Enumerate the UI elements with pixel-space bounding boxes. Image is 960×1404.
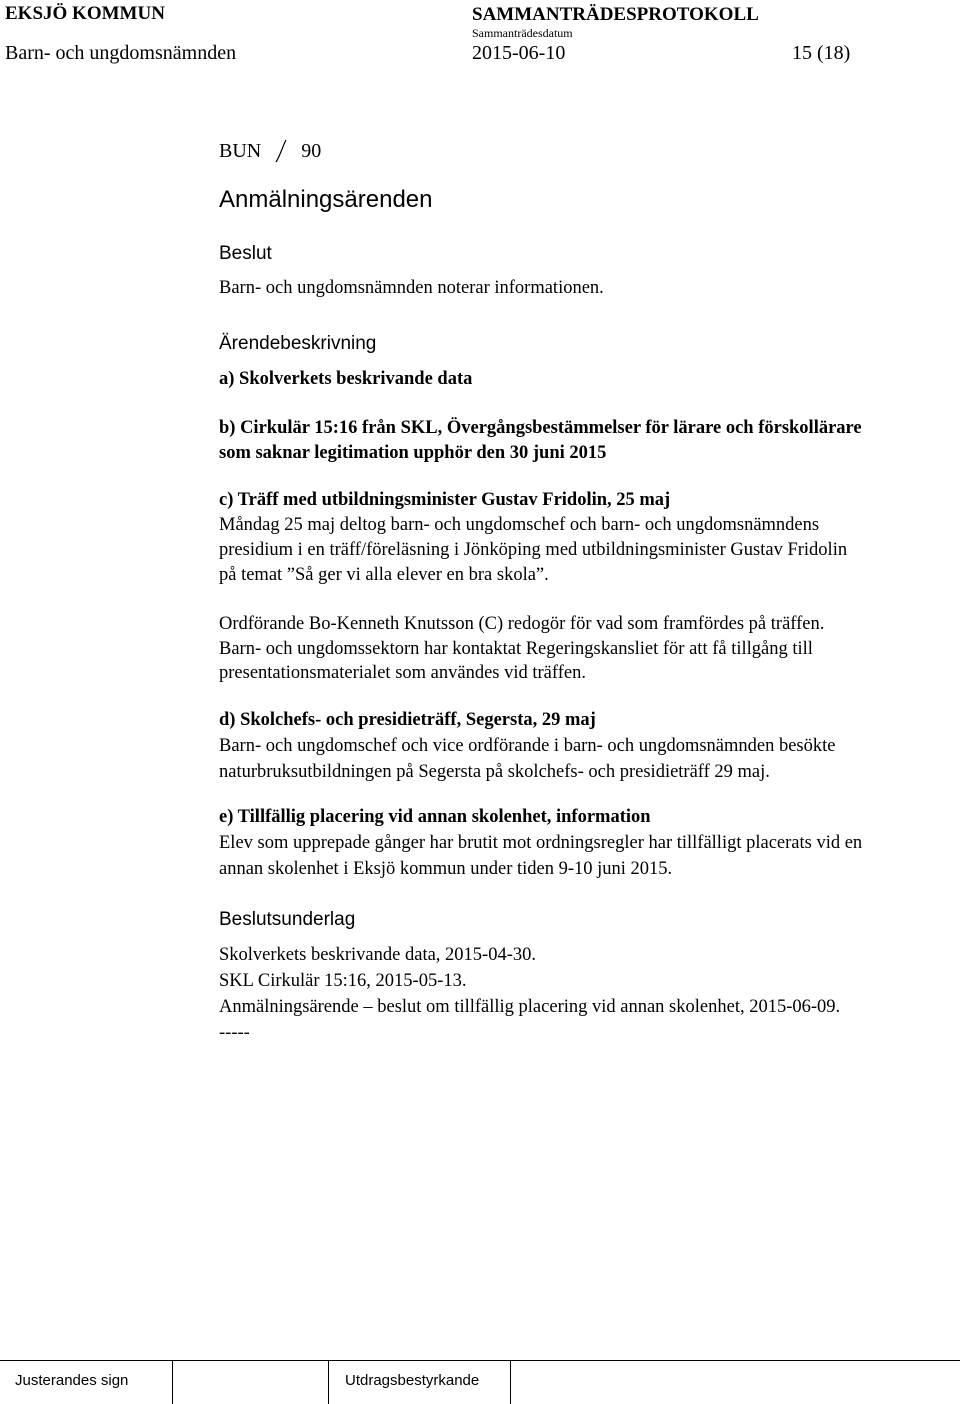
item-e-line: Elev som upprepade gånger har brutit mot ordningsregler har tillfälligt placerats vid en xyxy=(219,833,863,853)
underlag-item: Anmälningsärende – beslut om tillfällig placering vid annan skolenhet, 2015-06-09. xyxy=(219,997,841,1017)
underlag-item: Skolverkets beskrivande data, 2015-04-30. xyxy=(219,945,536,965)
item-c-line: Barn- och ungdomssektorn har kontaktat Regeringskansliet för att få tillgång till xyxy=(219,638,813,659)
item-b xyxy=(219,416,949,466)
footer-utdragsbestyrkande: Utdragsbestyrkande xyxy=(345,1372,480,1389)
footer-justerandes-sign: Justerandes sign xyxy=(15,1372,129,1389)
item-b-line: b) Cirkulär 15:16 från SKL, Övergångsbestämmelser för lärare och förskollärare xyxy=(219,418,862,438)
section-prefix: BUN xyxy=(219,140,262,162)
underlag-heading: Beslutsunderlag xyxy=(219,909,356,930)
item-d-line: naturbruksutbildningen på Segersta på skolchefs- och presidieträff 29 maj. xyxy=(219,762,770,782)
item-a: a) Skolverkets beskrivande data xyxy=(219,369,473,389)
item-c-title: c) Träff med utbildningsminister Gustav Fridolin, 25 maj xyxy=(219,490,671,510)
organization-name: EKSJÖ KOMMUN xyxy=(5,3,165,24)
section-sign-icon xyxy=(270,138,292,164)
underlag-item: SKL Cirkulär 15:16, 2015-05-13. xyxy=(219,971,467,991)
arende-heading: Ärendebeskrivning xyxy=(219,333,377,354)
item-b-line: som saknar legitimation upphör den 30 juni 2015 xyxy=(219,443,607,463)
item-d xyxy=(219,707,949,785)
document-type: SAMMANTRÄDESPROTOKOLL xyxy=(472,4,759,25)
section-number-value: 90 xyxy=(301,140,322,162)
item-e xyxy=(219,804,949,882)
footer-box-divider xyxy=(510,1360,511,1404)
item-c-line: på temat ”Så ger vi alla elever en bra skola”. xyxy=(219,565,549,585)
footer-box-divider xyxy=(328,1360,329,1404)
item-e-title: e) Tillfällig placering vid annan skolenhet, information xyxy=(219,807,651,827)
footer-box-divider xyxy=(172,1360,173,1404)
committee-name: Barn- och ungdomsnämnden xyxy=(5,42,237,64)
page-number: 15 (18) xyxy=(792,42,851,64)
item-c-line: presidium i en träff/föreläsning i Jönköping med utbildningsminister Gustav Fridolin xyxy=(219,540,848,560)
footer-divider xyxy=(0,1360,960,1361)
underlag-list xyxy=(219,942,949,1046)
item-c-continued xyxy=(219,612,949,686)
beslut-heading: Beslut xyxy=(219,243,272,264)
item-c xyxy=(219,488,949,588)
date-label: Sammanträdesdatum xyxy=(472,26,573,40)
item-e-line: annan skolenhet i Eksjö kommun under tiden 9-10 juni 2015. xyxy=(219,859,673,879)
item-d-line: Barn- och ungdomschef och vice ordförande i barn- och ungdomsnämnden besökte xyxy=(219,736,836,756)
underlag-item: ----- xyxy=(219,1023,250,1043)
item-c-line: presentationsmaterialet som användes vid träffen. xyxy=(219,663,586,683)
page-title: Anmälningsärenden xyxy=(219,186,433,213)
beslut-text: Barn- och ungdomsnämnden noterar informationen. xyxy=(219,278,604,298)
meeting-date: 2015-06-10 xyxy=(472,42,566,64)
section-number xyxy=(219,138,321,164)
item-c-line: Måndag 25 maj deltog barn- och ungdomschef och barn- och ungdomsnämndens xyxy=(219,515,820,535)
item-d-title: d) Skolchefs- och presidieträff, Segersta, 29 maj xyxy=(219,710,596,730)
item-c-line: Ordförande Bo-Kenneth Knutsson (C) redogör för vad som framfördes på träffen. xyxy=(219,614,825,634)
